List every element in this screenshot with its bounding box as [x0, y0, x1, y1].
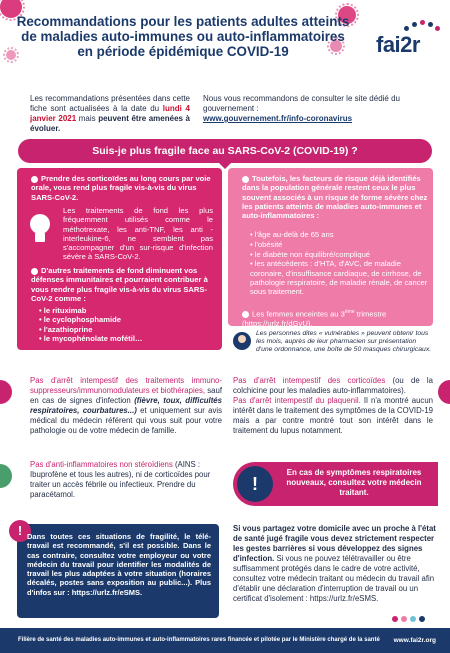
- corticoid-note: [31, 174, 219, 202]
- risk-factors-box: [228, 168, 433, 326]
- doctor-avatar-icon: [233, 332, 251, 350]
- risk-intro-text: Toutefois, les facteurs de risque déjà identifiés dans la population générale restent ceux le plus souvent associés à un risque de forme sévère chez les patients atteints de maladies auto-immunes et auto-inflammatoires :: [242, 174, 428, 221]
- gov-link[interactable]: www.gouvernement.fr/info-coronavirus: [203, 114, 353, 123]
- update-date: lundi 4 janvier 2021: [30, 104, 190, 123]
- risk-intro: [242, 174, 428, 220]
- lightbulb-icon: [27, 214, 53, 244]
- telework-text: Dans toutes ces situations de fragilité, le télé-travail est recommandé, s'il est possible. Dans le cas contraire, consultez votre employeur ou votre médecin du travail pour identifier les modalités de travail les plus adaptées à votre situation (horaires décalés, postes sans exposition au public...). Plus d'infos sur : https://urlz.fr/eSMS.: [27, 532, 211, 597]
- intro-text: mais: [76, 114, 99, 123]
- superscript: ème: [344, 309, 355, 315]
- pregnancy-link-text: trimestre (https://urlz.fr/dGyU).: [242, 309, 387, 328]
- header: [0, 0, 450, 88]
- symptoms-text: (fièvre, toux, difficultés respiratoires, courbatures...): [30, 396, 222, 416]
- list-item: • l'azathioprine: [39, 325, 219, 334]
- nsaid-advice: [30, 460, 222, 500]
- title-line-2: de maladies auto-immunes ou auto-inflammatoires: [21, 29, 345, 44]
- common-treatments-note: Les traitements de fond les plus fréquemment utilisés comme le méthotrexate, les anti-TNF, les anti -interleukine-6, ne semblent pas s'accompagner d'un sur-risque d'infection sévère à SARS-CoV-2.: [63, 206, 213, 262]
- bullet-icon: [242, 311, 249, 318]
- advice-text: Il n'a montré aucun intérêt dans le traitement des symptômes de la COVID-19 mais a par contre montré tout son intérêt dans le traitement du lupus notamment.: [233, 396, 433, 436]
- logo-text: fai2r: [376, 32, 420, 57]
- advice-text: (AINS : Ibuprofène et tous les autres), ni de corticoïdes pour traiter un accès fébrile ou infectieux. Prendre du paracétamol.: [30, 460, 211, 500]
- section-marker-icon: [0, 380, 12, 404]
- list-item: • le rituximab: [39, 306, 219, 315]
- title-line-1: Recommandations pour les patients adultes atteints: [16, 14, 350, 29]
- corticoid-plaquenil-advice: [233, 376, 433, 437]
- other-treatments-text: D'autres traitements de fond diminuent vos défenses immunitaires et pourraient contribuer à vous rendre plus fragile vis-à-vis du virus SARS-CoV-2 comme :: [31, 266, 208, 303]
- corticoid-text: Prendre des corticoïdes au long cours par voie orale, vous rend plus fragile vis-à-vis du virus SARS-CoV-2.: [31, 174, 211, 202]
- advice-highlight: Pas d'arrêt intempestif des corticoïdes: [233, 376, 386, 385]
- advice-text: sauf en cas de signes d'infection: [30, 386, 222, 406]
- telework-box: [17, 524, 219, 618]
- question-banner: Suis-je plus fragile face au SARS-CoV-2 (COVID-19) ?: [18, 139, 432, 163]
- list-item: • le cyclophosphamide: [39, 315, 219, 324]
- list-item: • le mycophénolate mofétil…: [39, 334, 219, 343]
- intro-bold: peuvent être amenées à évoluer.: [30, 114, 190, 133]
- advice-highlight: Pas d'anti-inflammatoires non stéroïdiens: [30, 460, 173, 469]
- footer: [0, 628, 450, 653]
- alert-text: En cas de symptômes respiratoires nouveaux, consultez votre médecin traitant.: [286, 468, 422, 497]
- immunosuppressant-advice: [30, 376, 222, 437]
- page-title: [14, 14, 352, 59]
- fai2r-logo: [376, 20, 442, 66]
- list-item: • les antécédents : d'HTA, d'AVC, de maladie coronaire, d'insuffisance cardiaque, de cirrhose, de pathologie respiratoire, de maladie rénale, de cancer sous traitement.: [250, 259, 428, 296]
- intro-gov-text: Nous vous recommandons de consulter le site dédié du gouvernement :: [203, 94, 400, 113]
- alert-icon: !: [237, 466, 273, 502]
- footer-website-link[interactable]: www.fai2r.org: [393, 637, 436, 644]
- intro-update-note: [30, 94, 190, 134]
- household-advice: [233, 524, 439, 604]
- household-text: Si vous ne pouvez télétravailler ou être suffisamment protégés dans le cadre de votre activité, consultez votre médecin traitant ou médecin du travail afin d'établir une déclaration d'interruption de travail ou un certificat d'isolement : https://urlz.fr/eSMS.: [233, 554, 435, 603]
- advice-highlight: Pas d'arrêt intempestif du plaquenil.: [233, 396, 361, 406]
- list-item: • l'âge au-delà de 65 ans: [250, 230, 428, 239]
- intro-gov-note: [203, 94, 409, 124]
- decorative-dots-icon: [392, 609, 436, 617]
- treatments-box: [17, 168, 222, 350]
- list-item: • le diabète non équilibré/compliqué: [250, 250, 428, 259]
- intro-text: Les recommandations présentées dans cette fiche sont actualisées à la date du: [30, 94, 190, 113]
- other-treatments-note: [31, 266, 219, 303]
- title-line-3: en période épidémique COVID-19: [77, 44, 289, 59]
- footer-funding-text: Filière de santé des maladies auto-immunes et auto-inflammatoires rares financée et pilotée par le Ministère chargé de la santé: [18, 637, 380, 643]
- warning-icon: !: [9, 520, 31, 542]
- treatment-list: [39, 306, 219, 343]
- advice-text: et uniquement sur avis médical du médecin référent qui vous suit pour votre pathologie ou de votre médecin de famille.: [30, 406, 222, 436]
- section-marker-icon: [0, 464, 12, 488]
- section-marker-icon: [438, 380, 450, 404]
- advice-highlight: Pas d'arrêt intempestif des traitements immuno-suppresseurs/immunomodulateurs et biothérapies,: [30, 376, 222, 396]
- pregnancy-note: [242, 308, 428, 328]
- bullet-icon: [31, 176, 38, 183]
- symptoms-alert: [233, 462, 438, 506]
- advice-text: (ou de la colchicine pour les maladies auto-inflammatoires).: [233, 376, 433, 396]
- bullet-icon: [242, 176, 249, 183]
- risk-factor-list: [250, 230, 428, 297]
- list-item: • l'obésité: [250, 240, 428, 249]
- masks-note: Les personnes dites « vulnérables » peuvent obtenir tous les mois, auprès de leur pharmacien sur présentation d'une ordonnance, une boîte de 50 masques chirurgicaux.: [256, 330, 432, 354]
- pregnancy-text: Les femmes enceintes au 3: [252, 309, 345, 319]
- household-bold: Si vous partagez votre domicile avec un proche à l'état de santé jugé fragile vous devez strictement respecter les gestes barrières si vous développez des signes d'infection.: [233, 524, 436, 563]
- bullet-icon: [31, 268, 38, 275]
